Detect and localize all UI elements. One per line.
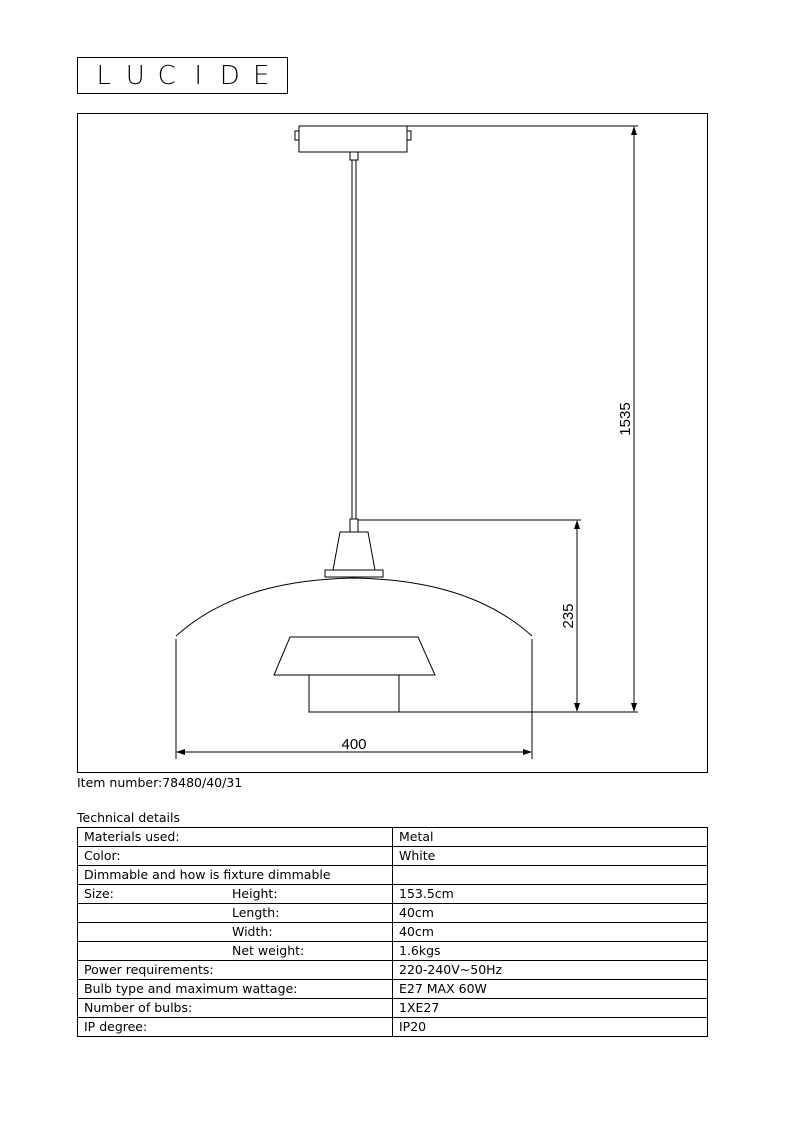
spec-value: 220-240V~50Hz <box>393 961 708 980</box>
spec-label-cell <box>78 942 393 961</box>
arrow <box>631 703 637 712</box>
table-row <box>78 942 708 961</box>
dimension-label-height-total: 1535 <box>617 402 634 436</box>
spec-value: Metal <box>393 828 708 847</box>
arrow <box>631 126 637 135</box>
logo-letter: C <box>157 60 176 91</box>
pendant-lamp-drawing <box>78 114 709 774</box>
spec-value: E27 MAX 60W <box>393 980 708 999</box>
lamp-head <box>333 532 375 570</box>
technical-details-table <box>77 827 708 1037</box>
technical-details-title: Technical details <box>77 810 181 825</box>
spec-sublabel: Height: <box>232 886 278 901</box>
logo-letter: U <box>125 60 145 91</box>
middle-shade <box>274 637 435 675</box>
dimension-label-width: 400 <box>341 736 367 753</box>
table-row <box>78 980 708 999</box>
brand-logo <box>77 57 288 94</box>
socket-connector <box>350 519 358 532</box>
table-row <box>78 828 708 847</box>
spec-value: 153.5cm <box>393 885 708 904</box>
table-row <box>78 999 708 1018</box>
dimension-label-height-shade: 235 <box>560 603 577 629</box>
spec-label-cell <box>78 904 393 923</box>
logo-letter: I <box>194 60 203 91</box>
spec-label: Power requirements: <box>78 961 393 980</box>
table-row <box>78 866 708 885</box>
spec-label: Dimmable and how is fixture dimmable <box>78 866 393 885</box>
spec-value: 1XE27 <box>393 999 708 1018</box>
table-row <box>78 847 708 866</box>
technical-drawing-frame <box>77 113 708 773</box>
spec-value: White <box>393 847 708 866</box>
inner-shade <box>309 675 399 712</box>
canopy-screw-left <box>295 131 299 140</box>
ceiling-canopy <box>299 126 407 152</box>
table-row <box>78 885 708 904</box>
spec-label-cell <box>78 923 393 942</box>
item-number <box>77 775 242 790</box>
table-row <box>78 904 708 923</box>
spec-value <box>393 866 708 885</box>
head-collar <box>325 570 383 577</box>
spec-label: Bulb type and maximum wattage: <box>78 980 393 999</box>
spec-value: 40cm <box>393 923 708 942</box>
spec-sublabel: Length: <box>232 905 280 920</box>
spec-value: 1.6kgs <box>393 942 708 961</box>
spec-label: Number of bulbs: <box>78 999 393 1018</box>
spec-label: IP degree: <box>78 1018 393 1037</box>
logo-letter: D <box>219 60 240 91</box>
arrow <box>574 703 580 712</box>
logo-letters <box>78 58 287 93</box>
arrow <box>574 520 580 529</box>
item-number-value: 78480/40/31 <box>162 775 243 790</box>
spec-sublabel: Net weight: <box>232 943 305 958</box>
spec-sublabel: Width: <box>232 924 273 939</box>
spec-label: Color: <box>78 847 393 866</box>
logo-letter: E <box>253 60 270 91</box>
table-row <box>78 923 708 942</box>
spec-label: Materials used: <box>78 828 393 847</box>
arrow <box>176 749 185 755</box>
table-row <box>78 961 708 980</box>
arrow <box>523 749 532 755</box>
table-row <box>78 1018 708 1037</box>
spec-label: Size: <box>84 886 114 901</box>
spec-value: IP20 <box>393 1018 708 1037</box>
logo-letter: L <box>96 60 111 91</box>
outer-shade <box>176 578 532 636</box>
cable-clamp <box>350 152 358 160</box>
canopy-screw-right <box>407 131 411 140</box>
spec-label-cell <box>78 885 393 904</box>
item-number-label: Item number: <box>77 775 163 790</box>
spec-value: 40cm <box>393 904 708 923</box>
